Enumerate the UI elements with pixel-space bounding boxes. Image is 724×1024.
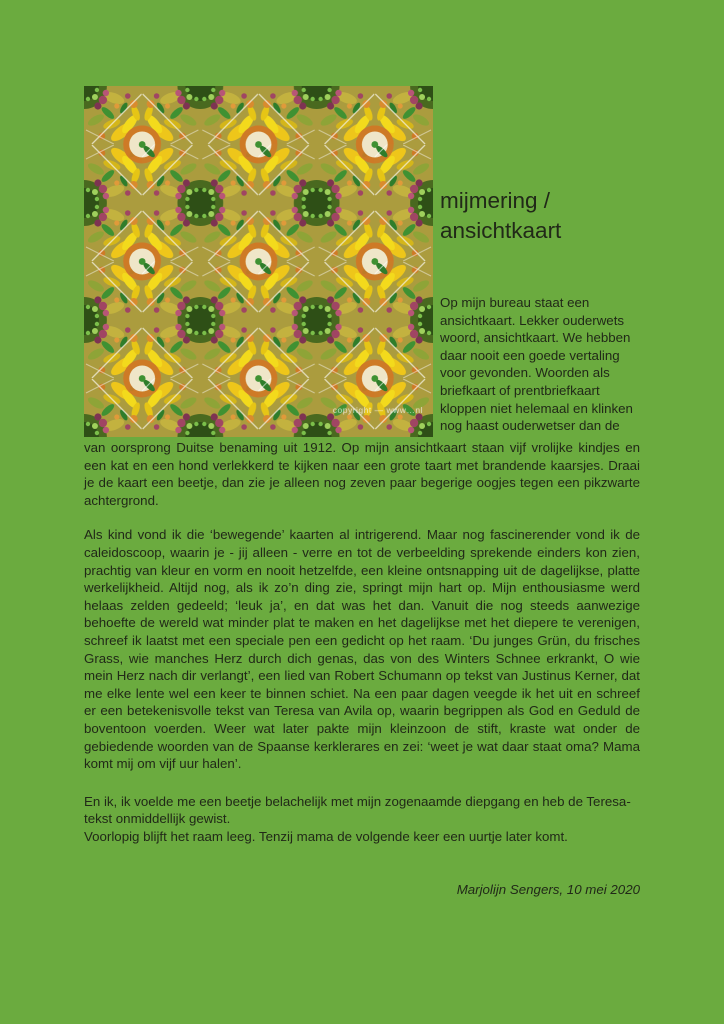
artwork-watermark: copyright — www…nl	[332, 405, 423, 415]
kaleidoscope-pattern-svg	[84, 86, 433, 437]
side-column	[440, 86, 641, 435]
paragraph-2: Als kind vond ik die ‘bewegende’ kaarten al intrigerend. Maar nog fascinerender vond ik de caleidoscoop, waarin je - jij alleen - verre en tot de verbeelding sprekende einders kon zien, prachtig van kleur en vorm en nooit hetzelfde, een kleine ontsnapping uit de dagelijkse, platte werkelijkheid. Altijd nog, als ik zo’n ding zie, springt mijn hart op. Mijn enthousiasme werd helaas zelden gedeeld; ‘leuk ja’, en dat was het dan. Vanuit die nog steeds aanwezige behoefte de wereld wat minder plat te maken en het dagelijkse met het diepere te verenigen, schreef ik laatst met een speciale pen een gedicht op het raam. ‘Du junges Grün, du frisches Grass, wie manches Herz durch dich genas, das von des Winters Schnee erkrankt, O wie mein Herz nach dir verlangt’, een lied van Robert Schumann op tekst van Justinus Kerner, dat me elke lente wel een keer te binnen schiet. Na een paar dagen veegde ik het uit en schreef er een betekenisvolle tekst van Teresa van Avila op, waarin begrippen als God en Geduld de boventoon voerden. Weer wat later pakte mijn kleinzoon de stift, kraste wat onder de gebiedende woorden van de Spaanse kerklerares en zei: ‘weet je wat daar staat oma? Mama komt mij om vijf uur halen’.	[84, 527, 640, 772]
paragraph-3-line-1: En ik, ik voelde me een beetje belachelijk met mijn zogenaamde diepgang en heb de Teresa-tekst onmiddellijk gewist.	[84, 793, 631, 827]
kaleidoscope-image	[84, 86, 433, 437]
article-body	[84, 439, 640, 899]
author-signature: Marjolijn Sengers, 10 mei 2020	[456, 882, 640, 898]
paragraph-3	[84, 793, 640, 846]
page-title: mijmering / ansichtkaart	[440, 188, 562, 243]
paragraph-1-continuation: van oorsprong Duitse benaming uit 1912. Op mijn ansichtkaart staan vijf vrolijke kindjes en een kat en een hond verlekkerd te kijken naar een grote taart met brandende kaarsjes. Draai je de kaart een beetje, dan zie je alleen nog zeven paar begerige oogjes tegen een pikzwarte achtergrond.	[84, 440, 640, 508]
intro-text: Op mijn bureau staat een ansichtkaart. Lekker ouderwets woord, ansichtkaart. We hebben daar nooit een goede vertaling voor gevonden. Woorden als briefkaart of prentbriefkaart kloppen niet helemaal en klinken nog haast ouderwetser dan de	[440, 295, 633, 434]
paragraph-3-line-2: Voorlopig blijft het raam leeg. Tenzij mama de volgende keer een uurtje later komt.	[84, 828, 568, 844]
hero-section	[84, 86, 640, 437]
